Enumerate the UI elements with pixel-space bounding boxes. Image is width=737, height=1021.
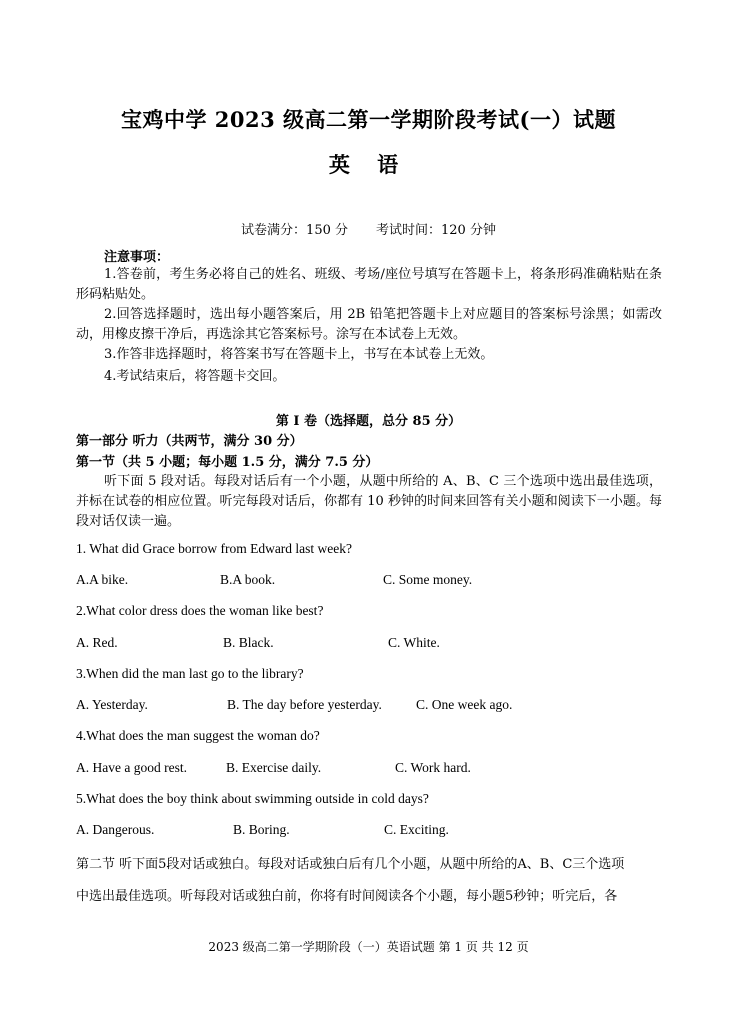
section-one-title: 第一节（共 5 小题；每小题 1.5 分，满分 7.5 分） xyxy=(76,455,379,470)
notice-item-2: 2.回答选择题时，选出每小题答案后，用 2B 铅笔把答题卡上对应题目的答案标号涂黑；如需改动，用橡皮擦干净后，再选涂其它答案标号。涂写在本试卷上无效。 xyxy=(76,307,662,342)
notice-item-1: 1.答卷前，考生务必将自己的姓名、班级、考场/座位号填写在答题卡上，将条形码准确粘贴在条形码粘贴处。 xyxy=(76,267,662,302)
full-score: 试卷满分：150 分 xyxy=(241,223,348,238)
section-one-intro: 听下面 5 段对话。每段对话后有一个小题，从题中所给的 A、B、C 三个选项中选出最佳选项，并标在试卷的相应位置。听完每段对话后，你都有 10 秒钟的时间来回答有关小题和阅读下一小题。每段对话仅读一遍。 xyxy=(76,474,662,529)
option-b: B. Exercise daily. xyxy=(226,760,322,775)
part-title: 第一部分 听力（共两节，满分 30 分） xyxy=(76,434,303,449)
option-a: A. Have a good rest. xyxy=(76,760,187,775)
option-a: A.A bike. xyxy=(76,572,129,587)
option-b: B.A book. xyxy=(220,572,276,587)
question-stem: 5.What does the boy think about swimming outside in cold days? xyxy=(76,791,429,806)
option-c: C. White. xyxy=(388,635,440,650)
notice-item-3: 3.作答非选择题时，将答案书写在答题卡上，书写在本试卷上无效。 xyxy=(104,347,494,362)
option-a: A. Red. xyxy=(76,635,118,650)
question-stem: 1. What did Grace borrow from Edward last week? xyxy=(76,541,353,556)
option-c: C. Exciting. xyxy=(384,822,449,837)
question-stem: 2.What color dress does the woman like best? xyxy=(76,603,324,618)
page-footer: 2023 级高二第一学期阶段（一）英语试题 第 1 页 共 12 页 xyxy=(208,940,529,954)
exam-meta xyxy=(0,219,737,238)
section-two-line-2: 中选出最佳选项。听每段对话或独白前，你将有时间阅读各个小题，每小题5秒钟；听完后，各 xyxy=(76,889,618,904)
exam-title: 宝鸡中学 2023 级高二第一学期阶段考试(一）试题 xyxy=(120,107,616,132)
notice-item-4: 4.考试结束后，将答题卡交回。 xyxy=(104,369,286,384)
option-c: C. Work hard. xyxy=(395,760,471,775)
option-b: B. Black. xyxy=(223,635,274,650)
section-two-line-1: 第二节 听下面5段对话或独白。每段对话或独白后有几个小题，从题中所给的A、B、C三个选项 xyxy=(76,857,625,872)
question-stem: 3.When did the man last go to the library? xyxy=(76,666,304,681)
option-a: A. Yesterday. xyxy=(76,697,148,712)
volume-title: 第 I 卷（选择题，总分 85 分） xyxy=(275,414,462,429)
option-c: C. One week ago. xyxy=(416,697,513,712)
option-b: B. Boring. xyxy=(233,822,290,837)
notice-heading: 注意事项： xyxy=(104,250,170,265)
option-a: A. Dangerous. xyxy=(76,822,155,837)
option-b: B. The day before yesterday. xyxy=(227,697,382,712)
exam-time: 考试时间：120 分钟 xyxy=(376,223,496,238)
question-stem: 4.What does the man suggest the woman do? xyxy=(76,728,320,743)
option-c: C. Some money. xyxy=(383,572,473,587)
subject-title: 英 语 xyxy=(328,152,409,177)
